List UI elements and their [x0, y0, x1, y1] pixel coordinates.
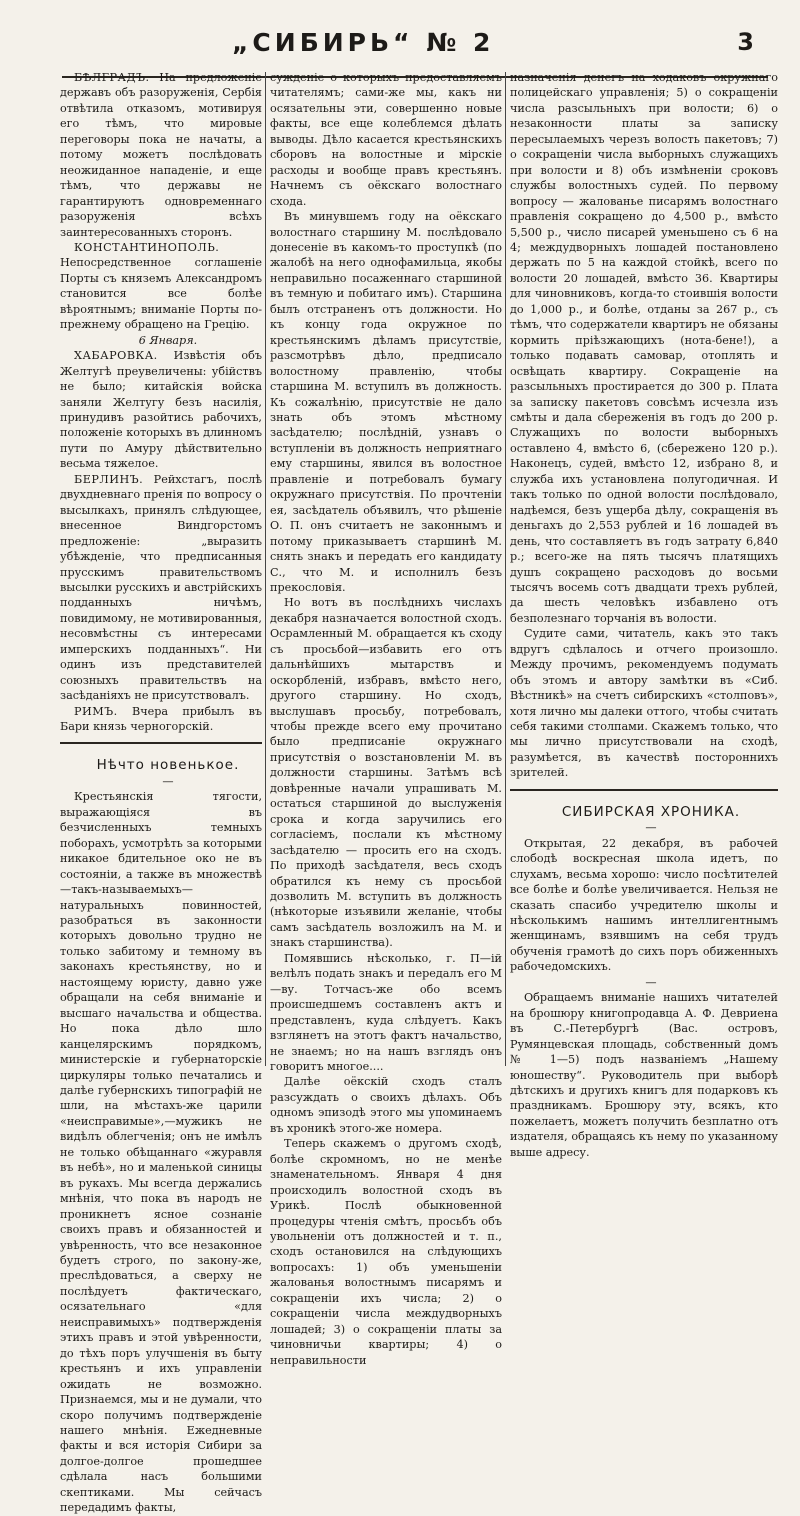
column-1	[60, 70, 263, 1515]
col2-paragraph-1: сужденiе о которыхъ предоставляемъ читателямъ; сами-же мы, какъ ни осязательны эти, совершенно новые факты, все еще колеблемся дѣлать выводы. Дѣло касается крестьянскихъ сборовъ на волостные и мiрскiе расходы и вообще правъ крестьянъ. Начнемъ съ оёкскаго волостнаго схода.	[270, 71, 502, 208]
page-header	[0, 18, 800, 70]
col3-paragraph-3: Открытая, 22 декабря, въ рабочей слободѣ воскресная школа идетъ, по слухамъ, весьма хорошо: число посѣтителей все болѣе и болѣе увеличивается. Нельзя не сказать спасибо учредителю школы и нѣсколькимъ нашимъ интеллигентнымъ женщинамъ, взявшимъ на себя трудъ обученiя грамотѣ до сихъ поръ обиженныхъ рабочедомскихъ.	[510, 836, 778, 974]
col3-paragraph-2: Судите сами, читатель, какъ это такъ вдругъ сдѣлалось и отчего произошло. Между прочимъ, рекомендуемъ подумать объ этомъ и автору замѣтки въ «Сиб. Вѣстникѣ» на счетъ сибирскихъ «столповъ», хотя лично мы далеки оттого, чтобы считать себя такими столпами. Скажемъ только, что мы лично присутствовали на сходѣ, разумѣется, въ качествѣ постороннихъ зрителей.	[510, 627, 778, 780]
page-number: 3	[737, 28, 754, 56]
chronicle-dash: —	[645, 821, 657, 835]
col2-paragraph-2: Въ минувшемъ году на оёкскаго волостнаго старшину М. послѣдовало донесенiе въ какомъ-то проступкѣ (по жалобѣ на него однофамильца, якобы неправильно посаженнаго старшиной въ темную и побитаго имъ). Старшина былъ отстраненъ отъ должности. Но къ концу года окружное по крестьянскимъ дѣламъ присутствiе, разсмотрѣвъ дѣло, предписало волостному правленiю, чтобы старшина М. вступилъ въ должность. Къ сожалѣнiю, присутствiе не дало знать объ этомъ мѣстному засѣдателю; послѣднiй, узнавъ о вступленiи въ должность неприятнаго ему старшины, явился въ волостное правленiе и потребовалъ бумагу окружнаго присутствiя. По прочтенiи ея, засѣдатель объявилъ, что рѣшенiе О. П. онъ считаетъ не законнымъ и потому приказываетъ старшинѣ М. снять знакъ и передать его кандидату С., что М. и исполнилъ безъ прекословiя.	[270, 210, 502, 594]
article-dash: —	[162, 774, 174, 788]
dispatch-belgrade: БѢЛГРАДЪ. На предложенiе державъ объ разоруженiя, Сербiя отвѣтила отказомъ, мотивируя его тѣмъ, что мировые переговоры пока не начаты, а потому можетъ послѣдовать неожиданное нападенiе, и еще тѣмъ, что державы не гарантируютъ одновременнаго разоруженiя всѣхъ заинтересованныхъ сторонъ.	[60, 71, 262, 239]
column-divider-2	[505, 72, 506, 1066]
col3-paragraph-4: Обращаемъ вниманiе нашихъ читателей на брошюру книгопродавца А. Ф. Девриена въ С.-Петербургѣ (Вас. островъ, Румянцевская площадь, собственный домъ № 1—5) подъ названiемъ „Нашему юношеству“. Руководитель при выборѣ дѣтскихъ и другихъ книгъ для подарковъ къ праздникамъ. Брошюру эту, всякъ, кто пожелаетъ, можетъ получить безплатно отъ издателя, обращаясь къ нему по указанному выше адресу.	[510, 991, 778, 1159]
dispatch-berlin: БЕРЛИНЪ. Рейхстагъ, послѣ двухдневнаго пренiя по вопросу о высылкахъ, принялъ слѣдующее, внесенное Виндгорстомъ предложенiе: „выразить убѣжденiе, что предписанныя прусскимъ правительствомъ высылки русскихъ и австрiйскихъ подданныхъ ничѣмъ, повидимому, не мотивированныя, несовмѣстны съ интересами имперскихъ подданныхъ“. Ни одинъ изъ представителей союзныхъ правительствъ на засѣданiяхъ не присутствовалъ.	[60, 472, 262, 703]
article-body: Крестьянскiя тягости, выражающiяся въ безчисленныхъ темныхъ поборахъ, усмотрѣть за которыми никакое бдительное око не въ состоянiи, а также въ множествѣ—такъ-называемыхъ—натуральныхъ повинностей, разобраться въ законности которыхъ довольно трудно не только забитому и темному въ законахъ крестьянству, но и настоящему юристу, давно уже обращали на себя вниманiе и высшаго начальства и общества. Но пока дѣло шло канцелярскимъ порядкомъ, министерскiе и губернаторскiе циркуляры только печатались и далѣе губернскихъ типографiй не шли, на мѣстахъ-же царили «неисправимые»,—мужикъ не видѣлъ облегченiя; онъ не имѣлъ не только обѣщаннаго «журавля въ небѣ», но и маленькой синицы въ рукахъ. Мы всегда держались мнѣнiя, что пока въ народъ не проникнетъ ясное сознанiе своихъ правъ и обязанностей и увѣренность, что все незаконное будетъ строго, по закону-же, преслѣдоваться, а сверху не послѣдуетъ фактическаго, осязательнаго «для неисправимыхъ» подтвержденiя этихъ правъ и этой увѣренности, до тѣхъ поръ улучшенiя въ быту крестьянъ и ихъ управленiи ожидать не возможно. Признаемся, мы и не думали, что скоро получимъ подтвержденiе нашего мнѣнiя. Ежедневные факты и вся исторiя Сибири за долгое-долгое прошедшее сдѣлала насъ большими скептиками. Мы сейчасъ передадимъ факты,	[60, 790, 262, 1515]
column-3	[510, 70, 778, 1159]
chronicle-rule	[510, 789, 778, 791]
item-divider: —	[645, 975, 657, 989]
date-line: 6 Января.	[138, 333, 198, 347]
dispatch-khabarovka: ХАБАРОВКА. Извѣстiя объ Желтугѣ преувеличены: убiйствъ не было; китайскiя войска заняли Желтугу безъ насилiя, принудивъ разойтись рабочихъ, положенiе которыхъ въ длинномъ пути по Амуру дѣйствительно весьма тяжелое.	[60, 349, 263, 471]
article-title: Нѣчто новенькое.	[96, 757, 240, 774]
masthead: „СИБИРЬ“ № 2	[232, 28, 495, 57]
col3-paragraph-1: назначенiя денегъ на ходаковъ окружнаго полицейскаго управленiя; 5) о сокращенiи числа разсыльныхъ при волости; 6) о незаконности платы за записку пересылаемыхъ черезъ волость пакетовъ; 7) о сокращенiи числа выборныхъ служащихъ при волости и 8) объ измѣненiи сроковъ службы волостныхъ судей. По первому вопросу — жалованье писарямъ волостнаго правленiя сокращено до 4,500 р., вмѣсто 5,500 р., число писарей уменьшено съ 6 на 4; междудворныхъ лошадей постановлено держать по 5 на каждой стойкѣ, всего по волости 20 лошадей, вмѣсто 36. Квартиры для чиновниковъ, когда-то стоившiя волости до 1,000 р., и болѣе, отданы за 267 р., съ тѣмъ, что содержатели квартиръ не обязаны кормить прiѣзжающихъ (нота-бене!), а только подавать самовар, отоплять и освѣщать квартиру. Сокращенiе на разсыльныхъ простирается до 300 р. Плата за записку пакетовъ совсѣмъ исчезла изъ смѣты и дала сбереженiя въ годъ до 200 р. Служащихъ по волости выборныхъ оставлено 4, вмѣсто 6, (сбережено 120 р.). Наконецъ, судей, вмѣсто 12, избрано 8, и служба ихъ установлена полугодичная. И такъ только по одной волости послѣдовало, надѣемся, безъ ущерба дѣлу, сокращенiя въ деньгахъ до 2,553 рублей и 16 лошадей въ день, что составляетъ въ годъ затрату 6,840 р.; всего-же на пять тысячъ платящихъ душъ сокращено расходовъ до восьми тысячъ восемь сотъ двадцати трехъ рублей, да шесть человѣкъ избавлено отъ безполезнаго торчанiя въ волости.	[510, 71, 778, 625]
col2-paragraph-6: Теперь скажемъ о другомъ сходѣ, болѣе скромномъ, но не менѣе знаменательномъ. Января 4 дня происходилъ волостной сходъ въ Урикѣ. Послѣ обыкновенной процедуры чтенiя смѣтъ, просьбъ объ увольненiи отъ должностей и т. п., сходъ остановился на слѣдующихъ вопросахъ: 1) объ уменьшенiи жалованья волостнымъ писарямъ и сокращенiи ихъ числа; 2) о сокращенiи числа междудворныхъ лошадей; 3) о сокращенiи платы за чиновничьи квартиры; 4) о неправильности	[270, 1137, 502, 1367]
column-2	[270, 70, 502, 1367]
section-rule	[60, 742, 262, 744]
col2-paragraph-5: Далѣе оёкскiй сходъ сталъ разсуждать о своихъ дѣлахъ. Объ одномъ эпизодѣ этого мы упоминаемъ въ хроникѣ этого-же номера.	[270, 1075, 502, 1135]
chronicle-title: СИБИРСКАЯ ХРОНИКА.	[561, 803, 741, 820]
dispatch-rome: РИМЪ. Вчера прибылъ въ Бари князь черногорскiй.	[60, 704, 262, 734]
col2-paragraph-3: Но вотъ въ послѣднихъ числахъ декабря назначается волостной сходъ. Осрамленный М. обращается къ сходу съ просьбой—избавить его отъ дальнѣйшихъ мытарствъ и оскорбленiй, избравъ, вмѣсто него, другого старшину. Но сходъ, выслушавъ просьбу, потребовалъ, чтобы прежде всего ему прочитано было предписанiе окружнаго присутствiя о возстановленiи М. въ должности старшины. Затѣмъ всѣ довѣренные начали упрашивать М. остаться старшиной до выслуженiя срока и когда заручились его согласiемъ, послали къ мѣстному засѣдателю — просить его на сходъ. По приходѣ засѣдателя, весь сходъ обратился къ нему съ просьбой дозволить М. вступить въ должность (нѣкоторые изъявили желанiе, чтобы самъ засѣдатель возложилъ на М. и знакъ старшинства).	[270, 596, 502, 950]
col2-paragraph-4: Помявшись нѣсколько, г. П—iй велѣлъ подать знакъ и передалъ его М—ву. Тотчасъ-же обо всемъ происшедшемъ составленъ актъ и представленъ, куда слѣдуетъ. Какъ взглянетъ на этотъ фактъ начальство, не знаемъ; но на нашъ взглядъ онъ говоритъ многое....	[270, 951, 502, 1073]
dispatch-constantinople: КОНСТАНТИНОПОЛЬ. Непосредственное соглашенiе Порты съ княземъ Александромъ становится все болѣе вѣроятнымъ; вниманiе Порты по-прежнему обращено на Грецiю.	[60, 240, 262, 332]
column-divider-1	[265, 72, 266, 1066]
